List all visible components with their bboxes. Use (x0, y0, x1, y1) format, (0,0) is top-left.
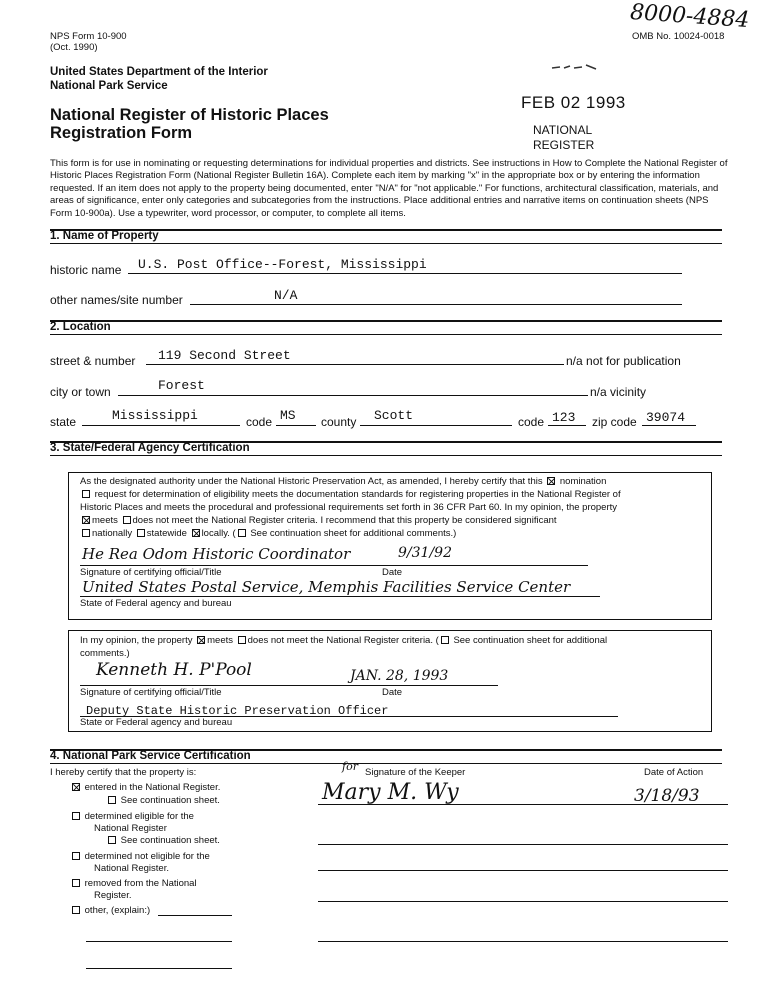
nomination-label: nomination (559, 476, 607, 487)
date-of-action-value: 3/18/93 (634, 786, 700, 806)
eligible-continuation-checkbox[interactable] (108, 836, 116, 844)
cert-line-1 (80, 476, 606, 487)
section-divider (50, 455, 722, 456)
entered-continuation (106, 795, 220, 806)
locally-label: locally. ( (201, 528, 236, 539)
removed-checkbox[interactable] (72, 879, 80, 887)
date-label-2: Date (382, 687, 403, 698)
opinion-continuation-checkbox[interactable] (441, 636, 449, 644)
section-4-heading: 4. National Park Service Certification (50, 750, 251, 762)
entered-label: entered in the National Register. (84, 782, 221, 793)
eligible-checkbox[interactable] (72, 812, 80, 820)
meets-checkbox[interactable] (82, 516, 90, 524)
cert-line-4 (80, 515, 557, 526)
cert-line-5 (80, 528, 456, 539)
county-value[interactable]: Scott (374, 408, 414, 423)
continuation-label: See continuation sheet for additional comments.) (250, 528, 457, 539)
state-signature-date: JAN. 28, 1993 (350, 668, 449, 684)
handwritten-reference-number: 8000-4884 (629, 0, 751, 34)
cert-text: As the designated authority under the National Historic Preservation Act, as amended, I hereby certify that this (80, 476, 543, 487)
not-for-publication (566, 354, 681, 368)
section-divider (50, 763, 722, 764)
cert-line-3: Historic Places and meets the procedural and professional requirements set forth in 36 CFR Part 60. In my opinion, the property (80, 502, 618, 513)
vicinity-prefix: n/a (590, 385, 607, 399)
stamp-register: REGISTER (533, 138, 595, 152)
state-line (82, 425, 240, 426)
form-date: (Oct. 1990) (50, 42, 98, 53)
city-value[interactable]: Forest (158, 378, 205, 393)
received-stamp-mark (550, 58, 598, 66)
section-3-heading: 3. State/Federal Agency Certification (50, 442, 250, 454)
federal-signature-line (80, 565, 588, 566)
federal-agency-handwritten: United States Postal Service, Memphis Facilities Service Center (82, 578, 571, 596)
date-label: Date (382, 567, 403, 578)
county-label: county (321, 415, 357, 429)
meets-label: meets (92, 515, 118, 526)
removed-label: removed from the National (84, 878, 197, 889)
city-label: city or town (50, 385, 111, 399)
eligible-label: determined eligible for the (84, 811, 194, 822)
keeper-signature-label: Signature of the Keeper (365, 767, 466, 778)
form-number: NPS Form 10-900 (50, 31, 127, 42)
state-label: state (50, 415, 77, 429)
section-1-heading: 1. Name of Property (50, 230, 159, 242)
state-value[interactable]: Mississippi (112, 408, 198, 423)
keeper-line (318, 804, 728, 805)
keeper-signature: Mary M. Wy (322, 780, 459, 805)
removed-label-2: Register. (94, 890, 132, 901)
state-code-label: code (246, 415, 273, 429)
federal-official-signature: He Rea Odom Historic Coordinator (82, 545, 351, 563)
county-code-label: code (518, 415, 545, 429)
nationally-label: nationally (92, 528, 133, 539)
state-official-signature: Kenneth H. P'Pool (96, 660, 252, 680)
cert-line-2 (80, 489, 621, 500)
other-explain-line (158, 915, 232, 916)
statewide-label: statewide (146, 528, 187, 539)
request-determination-checkbox[interactable] (82, 490, 90, 498)
date-of-action-label: Date of Action (644, 767, 704, 778)
section-divider (50, 320, 722, 322)
keeper-line (318, 844, 728, 845)
opinion-continuation-label: See continuation sheet for additional (453, 635, 608, 646)
section-divider (50, 334, 722, 335)
other-option (70, 905, 150, 916)
see-continuation-label: See continuation sheet. (120, 795, 220, 806)
opinion-line-2: comments.) (80, 648, 130, 659)
not-for-publication-label: not for publication (586, 354, 681, 368)
county-code-value[interactable]: 123 (552, 410, 576, 425)
street-value[interactable]: 119 Second Street (158, 348, 291, 363)
not-eligible-checkbox[interactable] (72, 852, 80, 860)
omb-number: OMB No. 10024-0018 (632, 31, 725, 42)
eligible-label-2: National Register (94, 823, 167, 834)
department-name: United States Department of the Interior (50, 66, 268, 78)
nationally-checkbox[interactable] (82, 529, 90, 537)
opinion-meets-label: meets (207, 635, 233, 646)
instructions-paragraph: This form is for use in nominating or requesting determinations for individual properties and districts. See instructions in How to Complete the National Register of Historic Places Registration Form (National Register Bulletin 16A). Complete each item by marking "x" in the appropriate box or by entering the information requested. If an item does not apply to the property being documented, enter "N/A" for "not applicable." For functions, architectural classification, materials, and areas of significance, enter only categories and subcategories from the instructions. Place additional entries and narrative items on continuation sheets (NPS Form 10-900a). Use a typewriter, word processor, or computer, to complete all items. (50, 158, 728, 219)
section-divider (50, 243, 722, 244)
signature-label: Signature of certifying official/Title (80, 567, 222, 578)
historic-name-label: historic name (50, 263, 122, 277)
state-signature-line (80, 685, 498, 686)
cert-text: request for determination of eligibility meets the documentation standards for registering properties in the National Register of (94, 489, 621, 500)
opinion-not-meet-checkbox[interactable] (238, 636, 246, 644)
other-explain-line (86, 968, 232, 969)
removed-option (70, 878, 197, 889)
other-names-line (190, 304, 682, 305)
city-line (118, 395, 588, 396)
other-names-label: other names/site number (50, 293, 183, 307)
not-eligible-label-2: National Register. (94, 863, 169, 874)
other-explain-line (86, 941, 232, 942)
county-line (360, 425, 512, 426)
form-subtitle: Registration Form (50, 124, 193, 142)
opinion-line-1 (80, 635, 607, 646)
eligible-continuation (106, 835, 220, 846)
service-name: National Park Service (50, 80, 168, 92)
for-mark: for (342, 760, 358, 773)
form-title: National Register of Historic Places (50, 106, 329, 124)
vicinity-label: vicinity (610, 385, 647, 399)
other-checkbox[interactable] (72, 906, 80, 914)
opinion-text: In my opinion, the property (80, 635, 193, 646)
zip-label: zip code (592, 415, 637, 429)
does-not-meet-checkbox[interactable] (123, 516, 131, 524)
signature-label-2: Signature of certifying official/Title (80, 687, 222, 698)
not-for-publication-prefix: n/a (566, 354, 583, 368)
does-not-meet-label: does not meet the National Register criteria. I recommend that this property be considered significant (132, 515, 557, 526)
other-names-value[interactable]: N/A (274, 288, 298, 303)
see-continuation-label-2: See continuation sheet. (120, 835, 220, 846)
historic-name-value[interactable]: U.S. Post Office--Forest, Mississippi (138, 257, 427, 272)
received-stamp-date: FEB 02 1993 (521, 93, 626, 112)
zip-line (642, 425, 696, 426)
statewide-checkbox[interactable] (137, 529, 145, 537)
historic-name-line (128, 273, 682, 274)
continuation-checkbox[interactable] (238, 529, 246, 537)
state-code-line (276, 425, 316, 426)
entered-continuation-checkbox[interactable] (108, 796, 116, 804)
eligible-option (70, 811, 194, 822)
not-eligible-option (70, 851, 210, 862)
county-code-line (548, 425, 586, 426)
stamp-national: NATIONAL (533, 123, 593, 137)
section-2-heading: 2. Location (50, 321, 111, 333)
agency-label: State of Federal agency and bureau (80, 598, 232, 609)
entered-option (70, 782, 220, 793)
vicinity (590, 385, 646, 399)
keeper-line (318, 941, 728, 942)
state-code-value[interactable]: MS (280, 408, 296, 423)
street-line (146, 364, 564, 365)
nomination-checkbox[interactable] (547, 477, 555, 485)
keeper-line (318, 901, 728, 902)
certify-statement: I hereby certify that the property is: (50, 767, 197, 778)
locally-checkbox[interactable] (192, 529, 200, 537)
agency-label-2: State or Federal agency and bureau (80, 717, 233, 728)
opinion-not-meet-label: does not meet the National Register criteria. ( (247, 635, 439, 646)
zip-value[interactable]: 39074 (646, 410, 686, 425)
other-label: other, (explain:) (84, 905, 151, 916)
not-eligible-label: determined not eligible for the (84, 851, 210, 862)
street-label: street & number (50, 354, 136, 368)
federal-signature-date: 9/31/92 (398, 545, 452, 561)
keeper-line (318, 870, 728, 871)
entered-checkbox[interactable] (72, 783, 80, 791)
federal-agency-line (80, 596, 600, 597)
opinion-meets-checkbox[interactable] (197, 636, 205, 644)
state-agency-value[interactable]: Deputy State Historic Preservation Officer (86, 704, 389, 718)
